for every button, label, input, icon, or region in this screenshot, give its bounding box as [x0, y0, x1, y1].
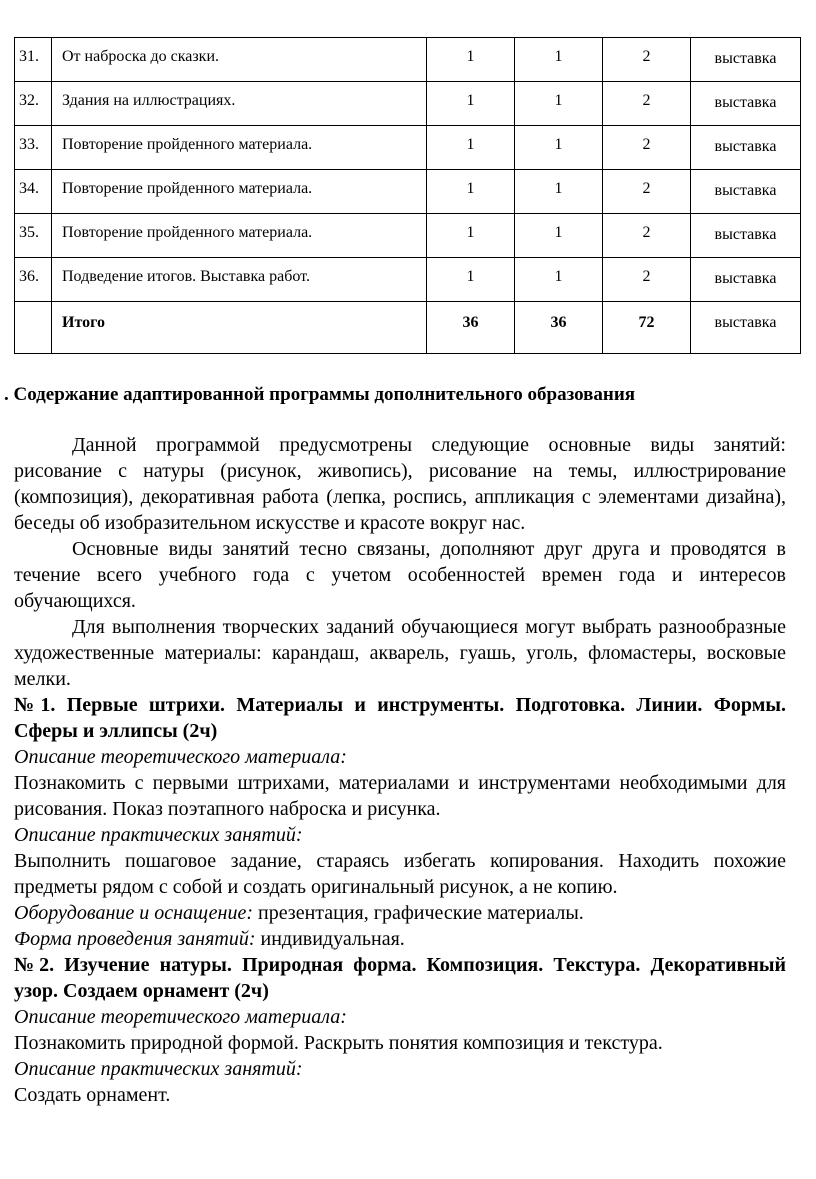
- table-row: [15, 170, 801, 214]
- row-topic: От наброска до сказки.: [52, 38, 427, 82]
- row-hours-practice: 1: [515, 214, 603, 258]
- row-number: 32.: [15, 82, 52, 126]
- row-number: 33.: [15, 126, 52, 170]
- total-hours-practice: 36: [515, 302, 603, 354]
- row-hours-total: 2: [603, 258, 691, 302]
- program-content: [4, 376, 786, 1108]
- lesson1-form-label: Форма проведения занятий:: [14, 928, 256, 950]
- table-row: [15, 214, 801, 258]
- row-hours-practice: 1: [515, 126, 603, 170]
- total-label: Итого: [52, 302, 427, 354]
- intro-paragraph: Данной программой предусмотрены следующие основные виды занятий: рисование с натуры (рисунок, живопись), рисование на темы, иллюстрирование (композиция), декоративная работа (лепка, роспись, аппликация с элементами дизайна), беседы об изобразительном искусстве и красоте вокруг нас.: [14, 434, 786, 534]
- row-control-form: выставка: [691, 258, 801, 302]
- row-hours-total: 2: [603, 126, 691, 170]
- lesson2-theory-label: Описание теоретического материала:: [14, 1006, 347, 1028]
- row-hours-theory: 1: [427, 38, 515, 82]
- row-hours-practice: 1: [515, 82, 603, 126]
- table-row: [15, 126, 801, 170]
- intro-paragraph: Основные виды занятий тесно связаны, дополняют друг друга и проводятся в течение всего учебного года с учетом особенностей времен года и интересов обучающихся.: [14, 538, 786, 612]
- row-hours-theory: 1: [427, 214, 515, 258]
- lesson2-practice-text: Создать орнамент.: [14, 1084, 171, 1106]
- row-topic: Здания на иллюстрациях.: [52, 82, 427, 126]
- row-number: 36.: [15, 258, 52, 302]
- lesson1-practice-label: Описание практических занятий:: [14, 824, 303, 846]
- row-hours-practice: 1: [515, 38, 603, 82]
- total-hours-theory: 36: [427, 302, 515, 354]
- row-control-form: выставка: [691, 126, 801, 170]
- row-hours-total: 2: [603, 170, 691, 214]
- row-hours-theory: 1: [427, 258, 515, 302]
- total-hours-total: 72: [603, 302, 691, 354]
- table-row: [15, 38, 801, 82]
- lesson2-title: №2. Изучение натуры. Природная форма. Композиция. Текстура. Декоративный узор. Создаем орнамент (2ч): [14, 954, 786, 1002]
- lesson1-practice-text: Выполнить пошаговое задание, стараясь избегать копирования. Находить похожие предметы рядом с собой и создать оригинальный рисунок, а не копию.: [14, 850, 786, 898]
- intro-paragraph: Для выполнения творческих заданий обучающиеся могут выбрать разнообразные художественные материалы: карандаш, акварель, гуашь, уголь, фломастеры, восковые мелки.: [14, 616, 786, 690]
- row-number: 35.: [15, 214, 52, 258]
- table-row: [15, 82, 801, 126]
- lesson2-practice-label: Описание практических занятий:: [14, 1058, 303, 1080]
- row-hours-theory: 1: [427, 82, 515, 126]
- lesson1-theory-text: Познакомить с первыми штрихами, материалами и инструментами необходимыми для рисования. Показ поэтапного наброска и рисунка.: [14, 772, 786, 820]
- row-hours-practice: 1: [515, 258, 603, 302]
- row-control-form: выставка: [691, 214, 801, 258]
- row-hours-practice: 1: [515, 170, 603, 214]
- row-control-form: выставка: [691, 170, 801, 214]
- row-number: 31.: [15, 38, 52, 82]
- lesson1-equipment-text: презентация, графические материалы.: [252, 902, 584, 924]
- row-topic: Повторение пройденного материала.: [52, 170, 427, 214]
- row-number: 34.: [15, 170, 52, 214]
- section-heading: . Содержание адаптированной программы дополнительного образования: [4, 384, 636, 405]
- row-hours-total: 2: [603, 82, 691, 126]
- row-topic: Повторение пройденного материала.: [52, 214, 427, 258]
- lesson1-form: [14, 926, 786, 952]
- curriculum-table: [14, 37, 801, 354]
- lesson1-title: №1. Первые штрихи. Материалы и инструменты. Подготовка. Линии. Формы. Сферы и эллипсы (2ч): [14, 694, 786, 742]
- row-hours-theory: 1: [427, 126, 515, 170]
- lesson1-equipment: [14, 900, 786, 926]
- row-hours-total: 2: [603, 38, 691, 82]
- lesson1-form-text: индивидуальная.: [255, 928, 405, 950]
- row-control-form: выставка: [691, 38, 801, 82]
- row-hours-total: 2: [603, 214, 691, 258]
- row-topic: Подведение итогов. Выставка работ.: [52, 258, 427, 302]
- row-control-form: выставка: [691, 82, 801, 126]
- row-topic: Повторение пройденного материала.: [52, 126, 427, 170]
- lesson2-theory-text: Познакомить природной формой. Раскрыть понятия композиция и текстура.: [14, 1032, 663, 1054]
- lesson1-equipment-label: Оборудование и оснащение:: [14, 902, 253, 924]
- total-number-cell: [15, 302, 52, 354]
- table-total-row: [15, 302, 801, 354]
- total-control-form: выставка: [691, 302, 801, 354]
- lesson1-theory-label: Описание теоретического материала:: [14, 746, 347, 768]
- row-hours-theory: 1: [427, 170, 515, 214]
- table-row: [15, 258, 801, 302]
